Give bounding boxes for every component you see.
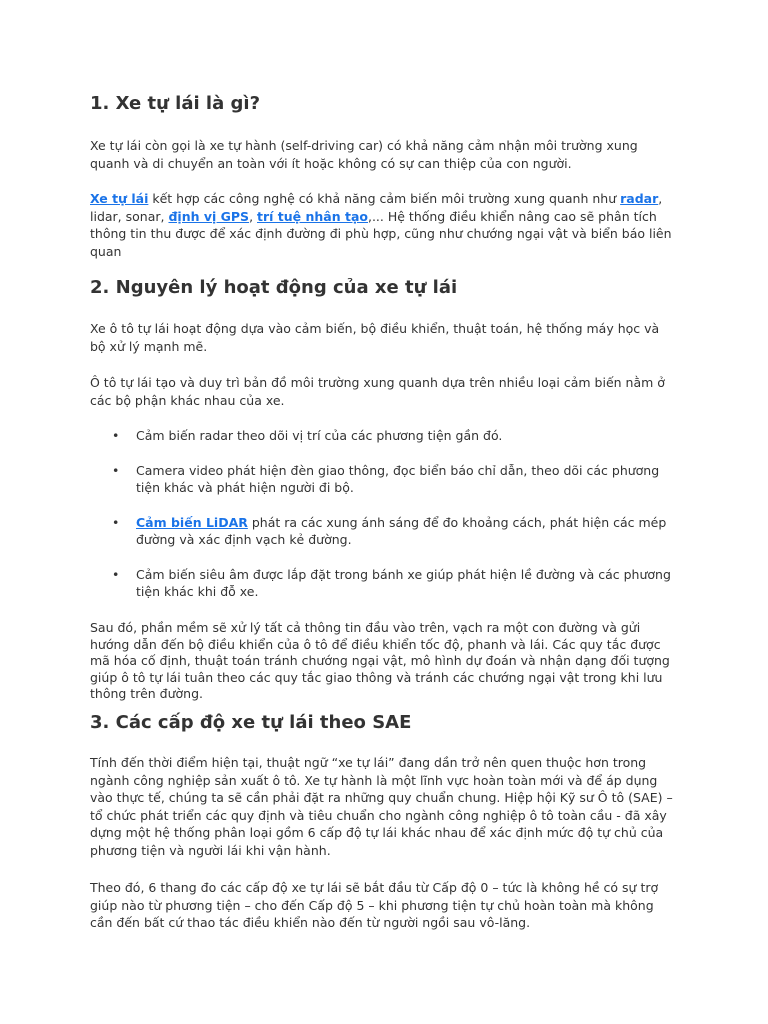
section-2-heading: 2. Nguyên lý hoạt động của xe tự lái <box>90 277 458 298</box>
section-1-paragraph-1: Xe tự lái còn gọi là xe tự hành (self-driving car) có khả năng cảm nhận môi trường xung quanh và di chuyển an toàn với ít hoặc không có sự can thiệp của con người. <box>90 138 638 171</box>
section-2-paragraph-1: Xe ô tô tự lái hoạt động dựa vào cảm biến, bộ điều khiển, thuật toán, hệ thống máy học và bộ xử lý mạnh mẽ. <box>90 321 660 354</box>
list-item <box>90 427 678 445</box>
bullet-icon: • <box>112 462 120 478</box>
section-3-paragraph-1: Tính đến thời điểm hiện tại, thuật ngữ “xe tự lái” đang dần trở nên quen thuộc hơn trong ngành công nghiệp sản xuất ô tô. Xe tự hành là một lĩnh vực hoàn toàn mới và để áp dụng vào thực tế, chúng ta sẽ cần phải đặt ra những quy chuẩn chung. Hiệp hội Kỹ sư Ô tô (SAE) – tổ chức phát triển các quy định và tiêu chuẩn cho ngành công nghiệp ô tô toàn cầu - đã xây dựng một hệ thống phân loại gồm 6 cấp độ tự lái khác nhau để xác định mức độ tự chủ của phương tiện và người lái khi vận hành. <box>90 755 673 858</box>
list-item-text: Cảm biến radar theo dõi vị trí của các phương tiện gần đó. <box>136 428 503 443</box>
section-1-paragraph-2 <box>90 190 678 260</box>
list-item <box>90 514 678 549</box>
link-tri-tue-nhan-tao[interactable]: trí tuệ nhân tạo <box>257 208 368 224</box>
paragraph-text: , <box>249 208 258 224</box>
paragraph-text: , lidar, sonar, <box>90 191 663 224</box>
link-cam-bien-lidar[interactable]: Cảm biến LiDAR <box>136 514 248 530</box>
section-3-paragraph-2: Theo đó, 6 thang đo các cấp độ xe tự lái sẽ bắt đầu từ Cấp độ 0 – tức là không hề có sự trợ giúp nào từ phương tiện – cho đến Cấp độ 5 – khi phương tiện tự chủ hoàn toàn mà không cần đến bất cứ thao tác điều khiển nào đến từ người ngồi sau vô-lăng. <box>90 880 659 930</box>
section-3-heading: 3. Các cấp độ xe tự lái theo SAE <box>90 712 412 733</box>
list-item-text: Camera video phát hiện đèn giao thông, đọc biển báo chỉ dẫn, theo dõi các phương tiện khác và phát hiện người đi bộ. <box>136 462 660 495</box>
section-1-heading: 1. Xe tự lái là gì? <box>90 93 261 114</box>
list-item <box>90 566 678 601</box>
list-item-text: phát ra các xung ánh sáng để đo khoảng cách, phát hiện các mép đường và xác định vạch kẻ đường. <box>136 514 667 547</box>
section-2-paragraph-2: Ô tô tự lái tạo và duy trì bản đồ môi trường xung quanh dựa trên nhiều loại cảm biến nằm ở các bộ phận khác nhau của xe. <box>90 375 665 408</box>
bullet-icon: • <box>112 566 120 582</box>
list-item-text: Cảm biến siêu âm được lắp đặt trong bánh xe giúp phát hiện lề đường và các phương tiện khác khi đỗ xe. <box>136 566 671 599</box>
sensor-list <box>90 427 678 601</box>
bullet-icon: • <box>112 514 120 530</box>
link-xe-tu-lai[interactable]: Xe tự lái <box>90 191 149 206</box>
link-radar[interactable]: radar <box>620 191 659 206</box>
section-2-paragraph-3: Sau đó, phần mềm sẽ xử lý tất cả thông tin đầu vào trên, vạch ra một con đường và gửi hướng dẫn đến bộ điều khiển của ô tô để điều khiển tốc độ, phanh và lái. Các quy tắc được mã hóa cố định, thuật toán tránh chướng ngại vật, mô hình dự đoán và nhận dạng đối tượng giúp ô tô tự lái tuân theo các quy tắc giao thông và tránh các chướng ngại vật trong khi lưu thông trên đường. <box>90 620 670 701</box>
link-dinh-vi-gps[interactable]: định vị GPS <box>168 208 250 224</box>
bullet-icon: • <box>112 428 120 443</box>
paragraph-text: kết hợp các công nghệ có khả năng cảm biến môi trường xung quanh như <box>148 191 621 206</box>
paragraph-text: ,... Hệ thống điều khiển nâng cao sẽ phân tích thông tin thu được để xác định đường đi phù hợp, cũng như chướng ngại vật và biển báo liên quan <box>90 208 672 259</box>
list-item <box>90 462 678 497</box>
